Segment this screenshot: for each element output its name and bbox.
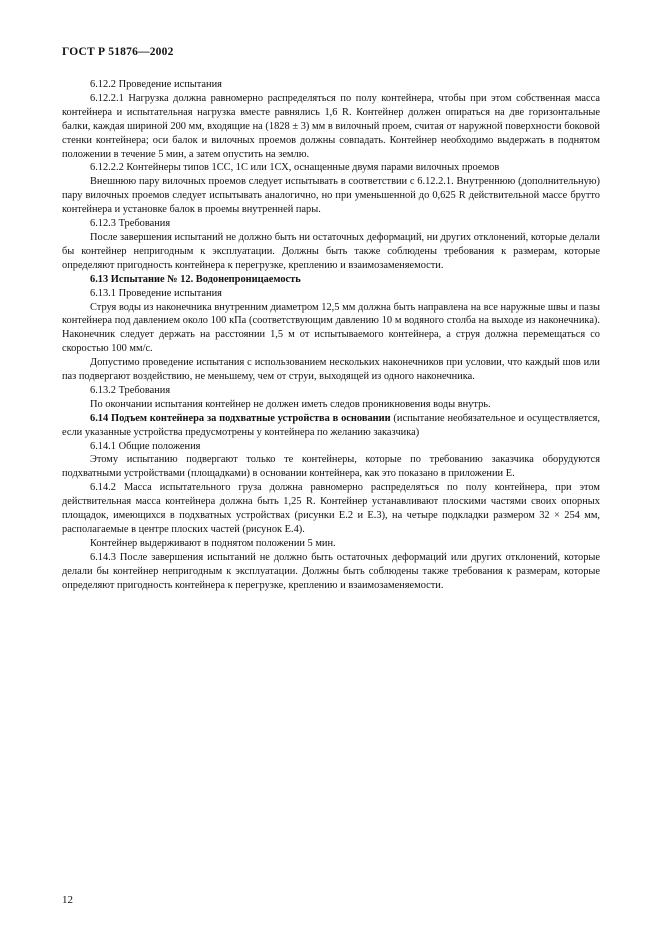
paragraph: Этому испытанию подвергают только те контейнеры, которые по требованию заказчика оборудуются подхватными устройствами (площадками) в основании контейнера, как это показано в приложении Е. <box>62 454 600 480</box>
paragraph: После завершения испытаний не должно быть ни остаточных деформаций, ни других отклонений, которые делали бы контейнер непригодным к эксплуатации. Должны быть также соблюдены требования к размерам, которые определяют пригодность контейнера к перегрузке, креплению и взаимозаменяемости. <box>62 231 600 271</box>
paragraph: 6.14.2 Масса испытательного груза должна равномерно распределяться по полу контейнера, при этом действительная масса контейнера должна быть 1,25 R. Контейнер устанавливают плоскими частями своих опорных площадок, имеющихся в подхватных устройствах (рисунки Е.2 и Е.3), на четыре подкладки размером 32 × 254 мм, располагаемые в центре плоских частей (рисунок Е.4). <box>62 482 600 535</box>
paragraph: Струя воды из наконечника внутренним диаметром 12,5 мм должна быть направлена на все наружные швы и пазы контейнера под давлением около 100 кПа (соответствующим давлению 10 м водяного столба на выходе из наконечника). Наконечник следует держать на расстоянии 1,5 м от испытываемого контейнера, а струя должна перемещаться со скоростью 100 мм/с. <box>62 301 600 355</box>
document-header: ГОСТ Р 51876—2002 <box>62 46 174 58</box>
paragraph: Допустимо проведение испытания с использованием нескольких наконечников при условии, что каждый шов или паз подвергают воздействию, не меньшему, чем от струи, выходящей из одного наконечника. <box>62 357 600 383</box>
section-heading: 6.13 Испытание № 12. Водонепроницаемость <box>90 273 301 285</box>
paragraph: 6.12.2 Проведение испытания <box>90 79 222 90</box>
paragraph: 6.14.1 Общие положения <box>90 440 201 452</box>
paragraph: 6.12.2.2 Контейнеры типов 1СС, 1С или 1СХ, оснащенные двумя парами вилочных проемов <box>90 162 500 174</box>
paragraph: 6.13.2 Требования <box>90 384 171 396</box>
paragraph: 6.12.3 Требования <box>90 218 171 230</box>
section-heading: 6.14 Подъем контейнера за подхватные устройства в основании <box>90 412 391 424</box>
paragraph: 6.12.2.1 Нагрузка должна равномерно распределяться по полу контейнера, чтобы при этом собственная масса контейнера и испытательная нагрузка вместе равнялись 1,6 R. Контейнер должен опираться на две горизонтальные балки, каждая шириной 200 мм, входящие на (1828 ± 3) мм в вилочный проем, считая от наружной поверхности боковой стенки контейнера; оси балок и вилочных проемов должны совпадать. Контейнер необходимо выдержать в поднятом положении в течение 5 мин, а затем опустить на землю. <box>62 92 600 160</box>
paragraph: 6.13.1 Проведение испытания <box>90 287 222 299</box>
paragraph: 6.14.3 После завершения испытаний не должно быть остаточных деформаций или других отклонений, которые делали бы контейнер непригодным к эксплуатации. Должны быть соблюдены также требования к размерам, которые определяют пригодность контейнера к перегрузке, креплению и взаимозаменяемости. <box>62 551 600 591</box>
section-heading-note: (испытание необязательное и осуществляется, если указанные устройства предусмотрены у контейнера по желанию заказчика) <box>62 412 600 438</box>
paragraph: По окончании испытания контейнер не должен иметь следов проникновения воды внутрь. <box>90 398 491 410</box>
paragraph <box>62 412 600 440</box>
paragraph: Внешнюю пару вилочных проемов следует испытывать в соответствии с 6.12.2.1. Внутреннюю (дополнительную) пару вилочных проемов следует испытывать аналогично, но при уменьшенной до 0,625 R действительной массе брутто контейнера и установке балок в проемы внутренней пары. <box>62 176 600 216</box>
document-body <box>62 78 600 593</box>
paragraph: Контейнер выдерживают в поднятом положении 5 мин. <box>90 537 336 549</box>
page-number: 12 <box>62 894 73 906</box>
